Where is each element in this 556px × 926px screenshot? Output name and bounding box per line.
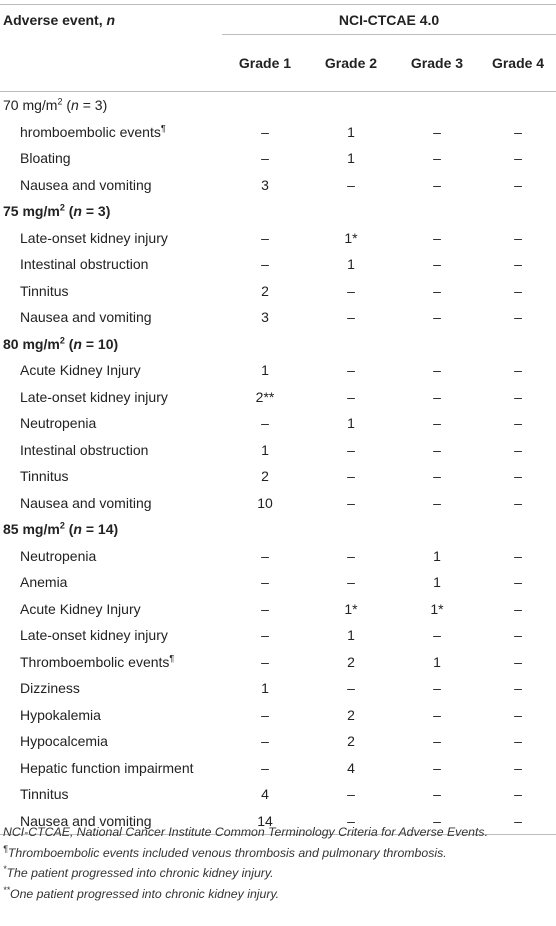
grade-4-value: – bbox=[514, 176, 522, 193]
table-body bbox=[0, 92, 556, 835]
table-footnotes bbox=[3, 822, 555, 904]
grade-1-value: – bbox=[261, 256, 269, 273]
table-row bbox=[0, 463, 556, 490]
grade-3-value: – bbox=[433, 388, 441, 405]
grade-1-value: – bbox=[261, 123, 269, 140]
grade-4-value: – bbox=[514, 123, 522, 140]
grade-2-value: 1* bbox=[344, 600, 358, 617]
event-name: Hepatic function impairment bbox=[20, 759, 194, 776]
grade-4-value: – bbox=[514, 574, 522, 591]
grade-2-value: – bbox=[347, 282, 355, 299]
grade-3-value: – bbox=[433, 123, 441, 140]
grade-2-value: – bbox=[347, 680, 355, 697]
grade-2-value: 2 bbox=[347, 653, 355, 670]
event-name: Thromboembolic events¶ bbox=[20, 653, 175, 670]
header-grade-1: Grade 1 bbox=[238, 55, 292, 71]
table-row bbox=[0, 251, 556, 278]
table-row bbox=[0, 755, 556, 782]
footnote: ¶Thromboembolic events included venous thrombosis and pulmonary thrombosis. bbox=[3, 843, 447, 860]
event-name: Bloating bbox=[20, 150, 71, 167]
grade-4-value: – bbox=[514, 282, 522, 299]
grade-4-value: – bbox=[514, 812, 522, 829]
group-label: 75 $mg/m^2$ (n = 3) bbox=[3, 202, 111, 220]
event-name: Anemia bbox=[20, 574, 68, 591]
grade-4-value: – bbox=[514, 468, 522, 485]
table-row bbox=[0, 490, 556, 517]
grade-1-value: 2** bbox=[255, 388, 275, 405]
table-row bbox=[0, 145, 556, 172]
footnote: *The patient progressed into chronic kidney injury. bbox=[3, 863, 274, 880]
grade-1-value: – bbox=[261, 600, 269, 617]
footnote: **One patient progressed into chronic kidney injury. bbox=[3, 884, 280, 901]
grade-1-value: 3 bbox=[261, 176, 269, 193]
event-name: Hypokalemia bbox=[20, 706, 101, 723]
grade-1-value: – bbox=[261, 627, 269, 644]
grade-3-value: 1 bbox=[433, 547, 441, 564]
table-row bbox=[0, 622, 556, 649]
grade-1-value: – bbox=[261, 150, 269, 167]
grade-3-value: 1 bbox=[433, 574, 441, 591]
group-row bbox=[0, 198, 556, 225]
table-row bbox=[0, 119, 556, 146]
grade-1-value: – bbox=[261, 706, 269, 723]
grade-1-value: – bbox=[261, 574, 269, 591]
table-row bbox=[0, 543, 556, 570]
event-name: Nausea and vomiting bbox=[20, 494, 152, 511]
event-name: Intestinal obstruction bbox=[20, 256, 149, 273]
grade-3-value: – bbox=[433, 680, 441, 697]
event-name: Intestinal obstruction bbox=[20, 441, 149, 458]
table-row bbox=[0, 410, 556, 437]
grade-4-value: – bbox=[514, 733, 522, 750]
grade-2-value: 1 bbox=[347, 123, 355, 140]
grade-1-value: 10 bbox=[257, 494, 273, 511]
header-grade-2: Grade 2 bbox=[324, 55, 378, 71]
grade-3-value: – bbox=[433, 786, 441, 803]
event-name: Nausea and vomiting bbox=[20, 812, 152, 829]
grade-4-value: – bbox=[514, 362, 522, 379]
grade-4-value: – bbox=[514, 150, 522, 167]
grade-3-value: – bbox=[433, 441, 441, 458]
grade-2-value: 1 bbox=[347, 627, 355, 644]
event-name: Tinnitus bbox=[20, 468, 69, 485]
grade-4-value: – bbox=[514, 680, 522, 697]
grade-2-value: – bbox=[347, 812, 355, 829]
grade-3-value: – bbox=[433, 468, 441, 485]
event-name: Late-onset kidney injury bbox=[20, 229, 168, 246]
event-name: hromboembolic events¶ bbox=[20, 123, 166, 140]
grade-4-value: – bbox=[514, 309, 522, 326]
header-grade-4: Grade 4 bbox=[491, 55, 545, 71]
table-header bbox=[0, 5, 556, 92]
grade-4-value: – bbox=[514, 441, 522, 458]
table-row bbox=[0, 702, 556, 729]
grade-3-value: – bbox=[433, 733, 441, 750]
grade-2-value: – bbox=[347, 786, 355, 803]
event-name: Neutropenia bbox=[20, 547, 97, 564]
event-name: Dizziness bbox=[20, 680, 80, 697]
grade-3-value: 1* bbox=[430, 600, 444, 617]
grade-1-value: 14 bbox=[257, 812, 273, 829]
event-name: Hypocalcemia bbox=[20, 733, 108, 750]
event-name: Tinnitus bbox=[20, 282, 69, 299]
grade-2-value: 4 bbox=[347, 759, 355, 776]
grade-2-value: 2 bbox=[347, 706, 355, 723]
grade-3-value: – bbox=[433, 176, 441, 193]
grade-2-value: – bbox=[347, 441, 355, 458]
grade-2-value: 1 bbox=[347, 150, 355, 167]
group-row bbox=[0, 516, 556, 543]
group-label: 70 $mg/m^2$ (n = 3) bbox=[3, 96, 108, 114]
grade-1-value: 1 bbox=[261, 680, 269, 697]
grade-2-value: 2 bbox=[347, 733, 355, 750]
grade-1-value: – bbox=[261, 415, 269, 432]
grade-1-value: 1 bbox=[261, 362, 269, 379]
footnote: NCI-CTCAE, National Cancer Institute Common Terminology Criteria for Adverse Events. bbox=[3, 825, 488, 839]
grade-3-value: – bbox=[433, 229, 441, 246]
grade-2-value: 1 bbox=[347, 256, 355, 273]
header-grade-3: Grade 3 bbox=[410, 55, 464, 71]
table-row bbox=[0, 278, 556, 305]
grade-2-value: – bbox=[347, 468, 355, 485]
grade-3-value: – bbox=[433, 150, 441, 167]
header-row-2 bbox=[0, 35, 556, 92]
grade-3-value: – bbox=[433, 494, 441, 511]
grade-3-value: – bbox=[433, 812, 441, 829]
grade-3-value: – bbox=[433, 256, 441, 273]
group-row bbox=[0, 92, 556, 119]
group-row bbox=[0, 331, 556, 358]
grade-2-value: – bbox=[347, 309, 355, 326]
grade-4-value: – bbox=[514, 256, 522, 273]
grade-4-value: – bbox=[514, 706, 522, 723]
header-blank bbox=[0, 35, 222, 92]
grade-1-value: – bbox=[261, 759, 269, 776]
table-row bbox=[0, 437, 556, 464]
header-adverse-event: Adverse event, n bbox=[3, 11, 116, 28]
grade-3-value: – bbox=[433, 759, 441, 776]
table-row bbox=[0, 781, 556, 808]
table-row bbox=[0, 172, 556, 199]
grade-4-value: – bbox=[514, 653, 522, 670]
table-row bbox=[0, 649, 556, 676]
grade-4-value: – bbox=[514, 786, 522, 803]
table-row bbox=[0, 384, 556, 411]
grade-4-value: – bbox=[514, 388, 522, 405]
event-name: Late-onset kidney injury bbox=[20, 388, 168, 405]
grade-2-value: 1* bbox=[344, 229, 358, 246]
grade-1-value: 3 bbox=[261, 309, 269, 326]
event-name: Nausea and vomiting bbox=[20, 309, 152, 326]
table-row bbox=[0, 675, 556, 702]
grade-1-value: – bbox=[261, 733, 269, 750]
table-row bbox=[0, 596, 556, 623]
grade-3-value: 1 bbox=[433, 653, 441, 670]
adverse-events-table bbox=[0, 4, 556, 835]
table-row bbox=[0, 569, 556, 596]
group-label: 80 $mg/m^2$ (n = 10) bbox=[3, 335, 119, 352]
grade-4-value: – bbox=[514, 600, 522, 617]
grade-2-value: 1 bbox=[347, 415, 355, 432]
event-name: Neutropenia bbox=[20, 415, 97, 432]
grade-2-value: – bbox=[347, 547, 355, 564]
grade-4-value: – bbox=[514, 415, 522, 432]
grade-4-value: – bbox=[514, 547, 522, 564]
grade-1-value: 2 bbox=[261, 468, 269, 485]
grade-3-value: – bbox=[433, 282, 441, 299]
grade-1-value: – bbox=[261, 547, 269, 564]
grade-4-value: – bbox=[514, 759, 522, 776]
table-row bbox=[0, 357, 556, 384]
event-name: Late-onset kidney injury bbox=[20, 627, 168, 644]
grade-1-value: 1 bbox=[261, 441, 269, 458]
grade-4-value: – bbox=[514, 229, 522, 246]
event-name: Nausea and vomiting bbox=[20, 176, 152, 193]
grade-2-value: – bbox=[347, 494, 355, 511]
grade-2-value: – bbox=[347, 388, 355, 405]
grade-2-value: – bbox=[347, 362, 355, 379]
grade-4-value: – bbox=[514, 627, 522, 644]
table-row bbox=[0, 225, 556, 252]
grade-1-value: – bbox=[261, 229, 269, 246]
grade-2-value: – bbox=[347, 574, 355, 591]
table-row bbox=[0, 304, 556, 331]
grade-1-value: – bbox=[261, 653, 269, 670]
grade-1-value: 4 bbox=[261, 786, 269, 803]
grade-3-value: – bbox=[433, 627, 441, 644]
grade-4-value: – bbox=[514, 494, 522, 511]
grade-1-value: 2 bbox=[261, 282, 269, 299]
event-name: Acute Kidney Injury bbox=[20, 362, 141, 379]
grade-2-value: – bbox=[347, 176, 355, 193]
table-row bbox=[0, 728, 556, 755]
grade-3-value: – bbox=[433, 706, 441, 723]
event-name: Acute Kidney Injury bbox=[20, 600, 141, 617]
grade-3-value: – bbox=[433, 309, 441, 326]
grade-3-value: – bbox=[433, 362, 441, 379]
grade-3-value: – bbox=[433, 415, 441, 432]
event-name: Tinnitus bbox=[20, 786, 69, 803]
header-nci-ctcae: NCI-CTCAE 4.0 bbox=[222, 5, 556, 35]
group-label: 85 $mg/m^2$ (n = 14) bbox=[3, 520, 119, 538]
header-row-1 bbox=[0, 5, 556, 35]
